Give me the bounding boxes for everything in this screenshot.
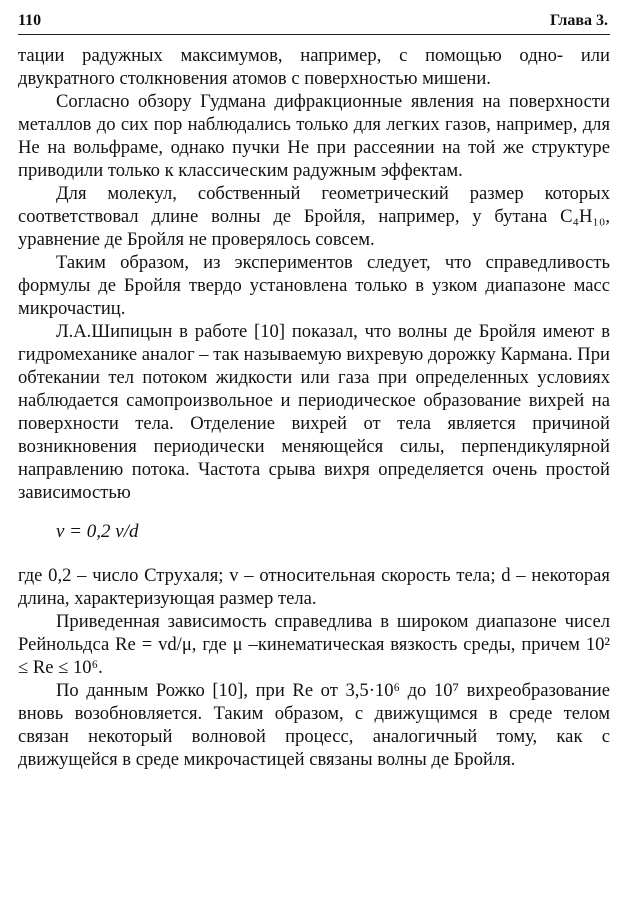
paragraph-5: Л.А.Шипицын в работе [10] показал, что волны де Бройля имеют в гидромеханике аналог – так называемую вихревую дорожку Кармана. При обтекании тел потоком жидкости или газа при определенных условиях наблюдается самопроизвольное и периодическое образование вихрей на поверхности тела. Отделение вихрей от тела является причиной возникновения периодически меняющейся силы, перпендикулярной направлению потока. Частота срыва вихря определяется очень простой зависимостью [18,321,610,503]
paragraph-4: Таким образом, из экспериментов следует, что справедливость формулы де Бройля твердо установлена только в узком диапазоне масс микрочастиц. [18,252,610,319]
paragraph-3: Для молекул, собственный геометрический размер которых соответствовал длине волны де Бройля, например, у бутана C₄H₁₀, уравнение де Бройля не проверялось совсем. [18,183,610,250]
paragraph-2: Согласно обзору Гудмана дифракционные явления на поверхности металлов до сих пор наблюдались только для легких газов, например, для He на вольфраме, однако пучки He при рассеянии на той же структуре приводили только к классическим радужным эффектам. [18,91,610,181]
paragraph-1: тации радужных максимумов, например, с помощью одно- или двукратного столкновения атомов с поверхностью мишени. [18,45,610,89]
page-number: 110 [18,12,42,29]
paragraph-7: Приведенная зависимость справедлива в широком диапазоне чисел Рейнольдса Re = vd/μ, где μ –кинематическая вязкость среды, причем 10² ≤ Re ≤ 10⁶. [18,611,610,678]
paragraph-6: где 0,2 – число Струхаля; v – относительная скорость тела; d – некоторая длина, характеризующая размер тела. [18,565,610,609]
paragraph-8: По данным Рожко [10], при Re от 3,5·10⁶ до 10⁷ вихреобразование вновь возобновляется. Таким образом, с движущимся в среде телом связан некоторый волновой процесс, аналогичный тому, как с движущейся в среде микрочастицей связаны волны де Бройля. [18,680,610,770]
page-body [18,44,610,771]
strouhal-formula: ν = 0,2 v/d [56,521,139,542]
chapter-title: Глава 3. [550,12,608,29]
header-divider [18,34,610,35]
page-header [18,10,610,34]
